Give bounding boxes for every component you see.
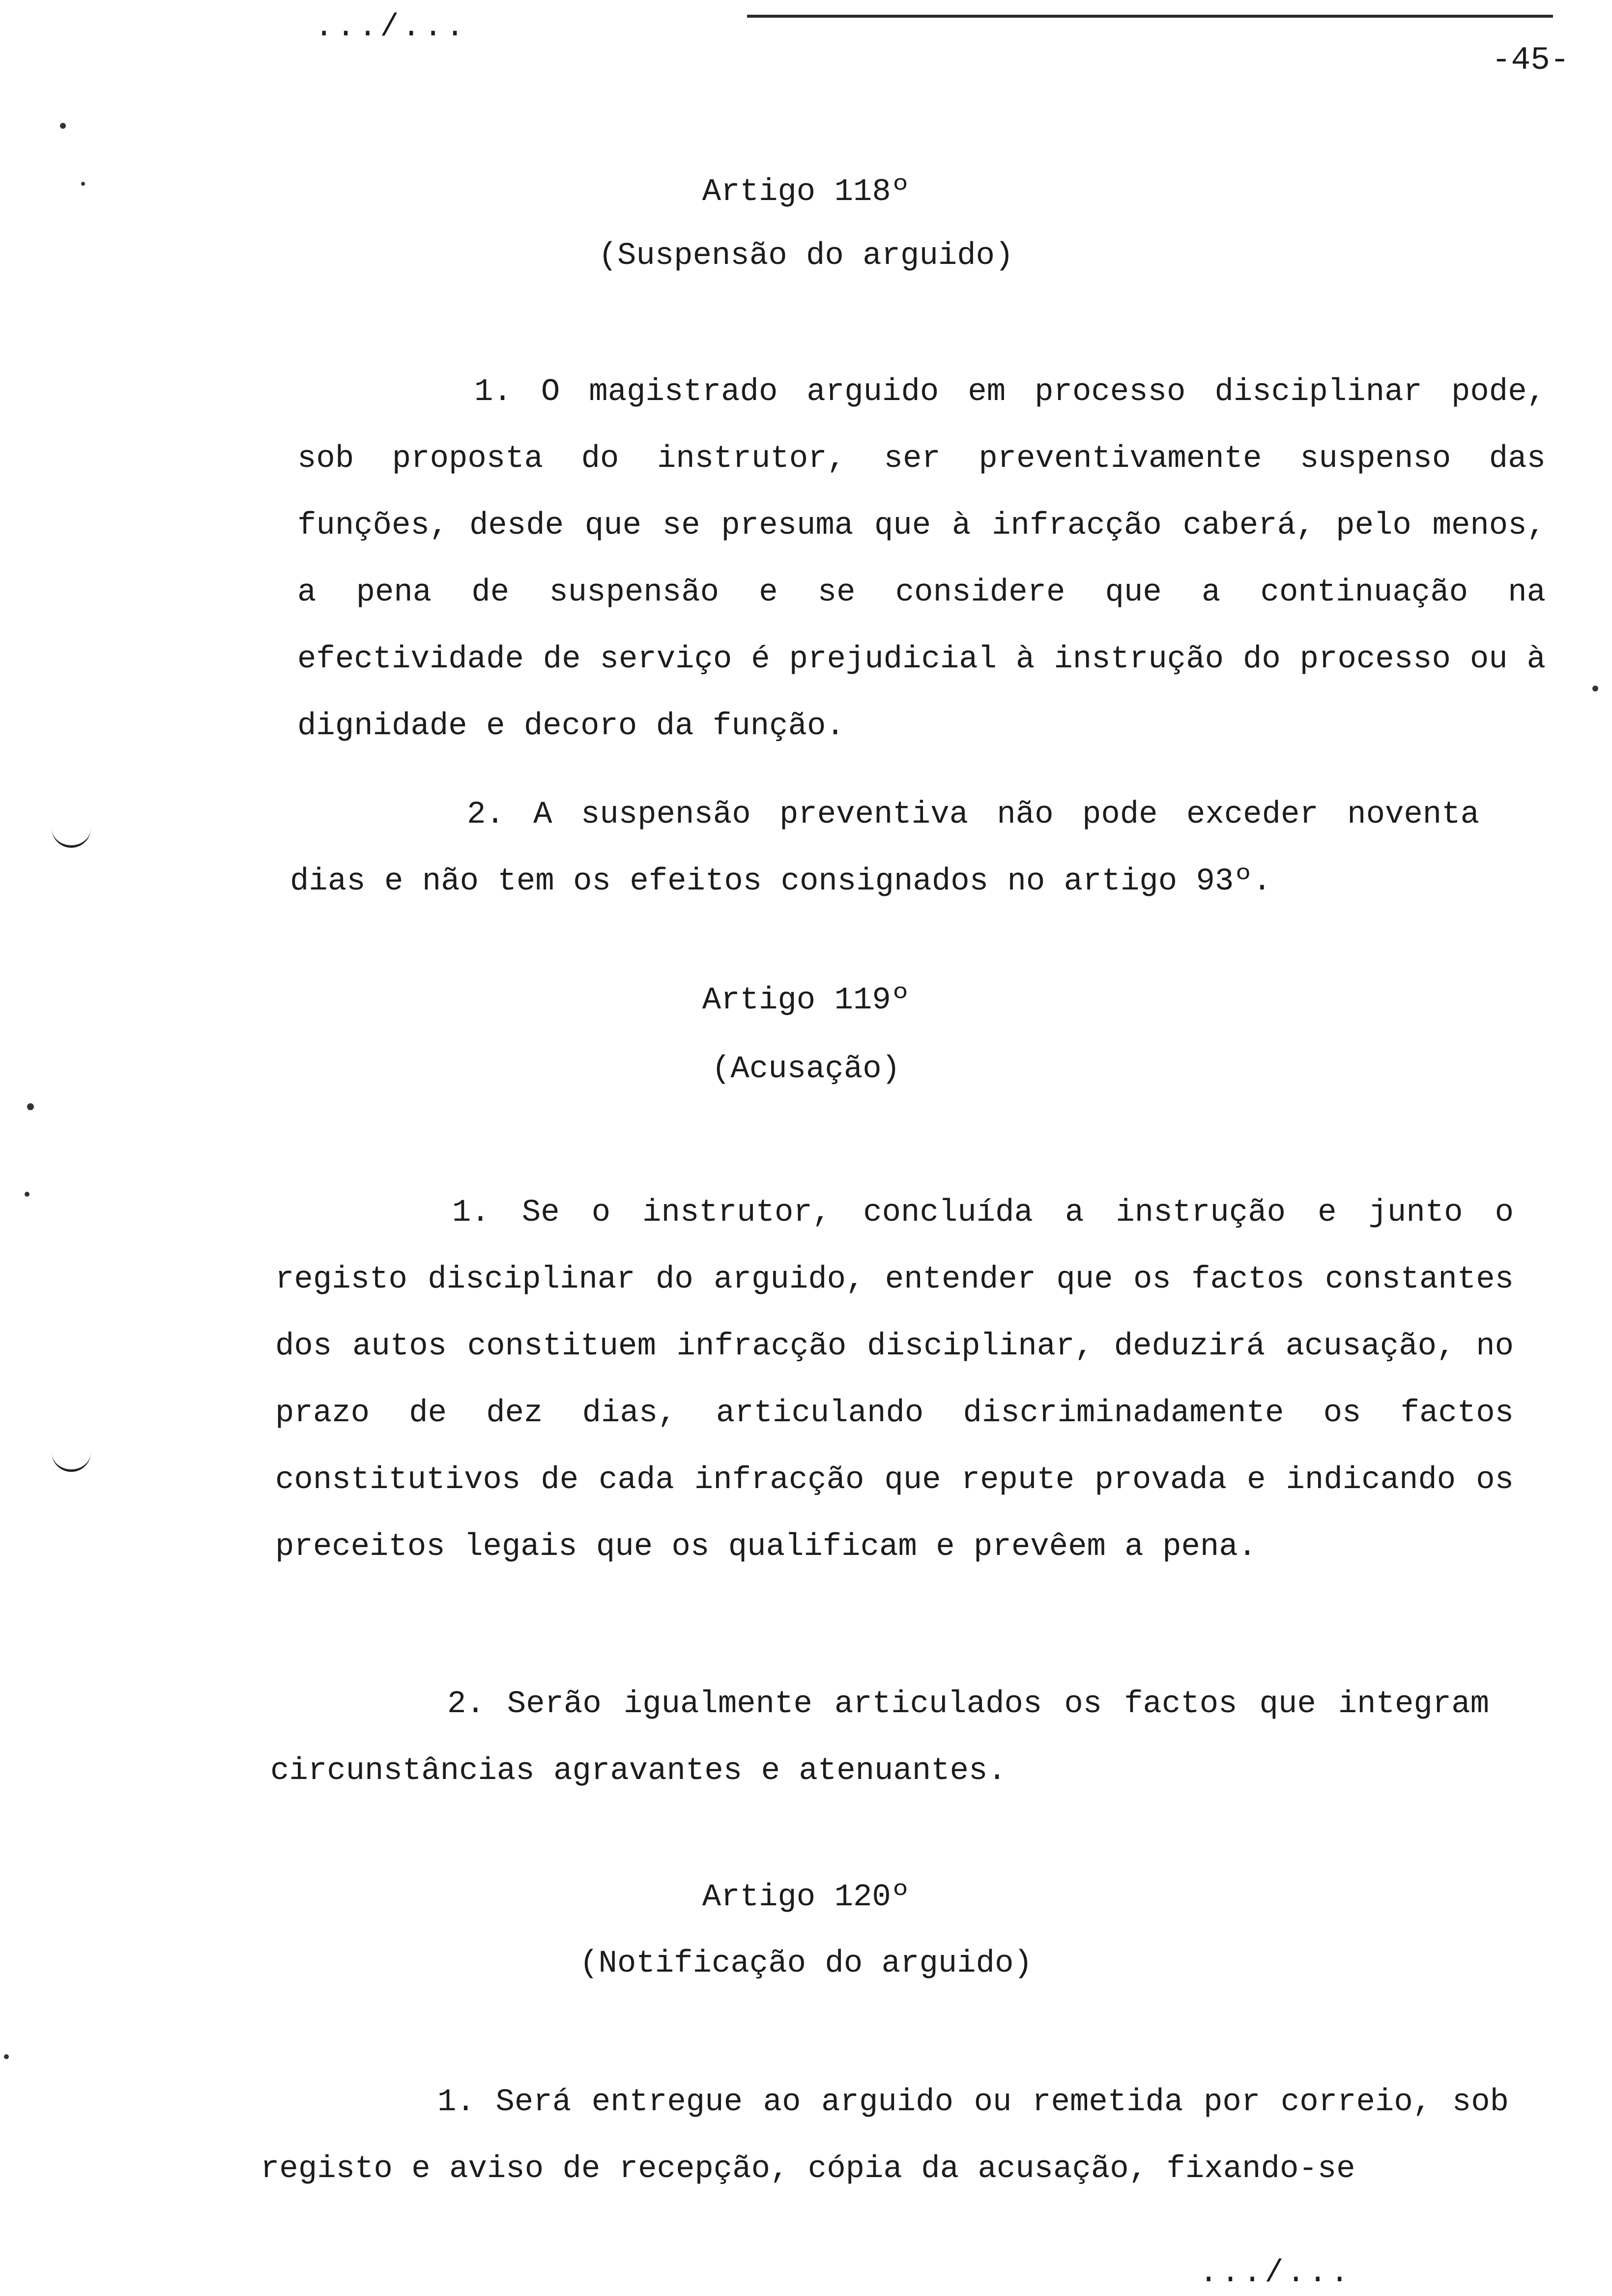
paragraph-text: 2. A suspensão preventiva não pode exceder noventa dias e não tem os efeitos consignados no artigo 93º. [290,797,1479,899]
binding-hole-mark [52,826,91,848]
article-subtitle: (Acusação) [711,1052,901,1087]
article-subtitle: (Suspensão do arguido) [598,238,1014,274]
paragraph-text: 1. O magistrado arguido em processo disciplinar pode, sob proposta do instrutor, ser preventivamente suspenso das funções, desde que se presuma que à infracção caberá, pelo menos, a pena de suspensão e se considere que a continuação na efectividade de serviço é prejudicial à instrução do processo ou à dignidade e decoro da função. [297,374,1546,744]
article-title: Artigo 118º [702,174,910,210]
page-number: -45- [1492,42,1570,79]
article-paragraph [270,1671,1489,1805]
article-title: Artigo 120º [702,1880,910,1915]
continuation-marker-bottom: .../... [1199,2256,1352,2291]
article-paragraph [290,781,1479,915]
binding-hole-mark [52,1450,91,1472]
top-rule [747,0,1553,18]
scan-speck [27,1103,34,1110]
continuation-marker-top: .../... [315,10,467,45]
paragraph-text: 2. Serão igualmente articulados os factos que integram circunstâncias agravantes e atenuantes. [270,1687,1489,1789]
scan-speck [81,182,85,186]
article-title: Artigo 119º [702,983,910,1018]
paragraph-text: 1. Se o instrutor, concluída a instrução e junto o registo disciplinar do arguido, entender que os factos constantes dos autos constituem infracção disciplinar, deduzirá acusação, no prazo de dez dias, articulando discriminadamente os factos constitutivos de cada infracção que repute provada e indicando os preceitos legais que os qualificam e prevêem a pena. [275,1195,1514,1565]
scan-speck [60,123,66,129]
article-paragraph [297,359,1546,760]
scan-speck [25,1192,29,1197]
scan-speck [4,2054,9,2059]
scan-speck [1592,686,1598,691]
paragraph-text: 1. Será entregue ao arguido ou remetida por correio, sob registo e aviso de recepção, cópia da acusação, fixando-se [260,2085,1509,2187]
article-subtitle: (Notificação do arguido) [579,1946,1033,1981]
article-paragraph [260,2069,1509,2203]
article-paragraph [275,1179,1514,1580]
